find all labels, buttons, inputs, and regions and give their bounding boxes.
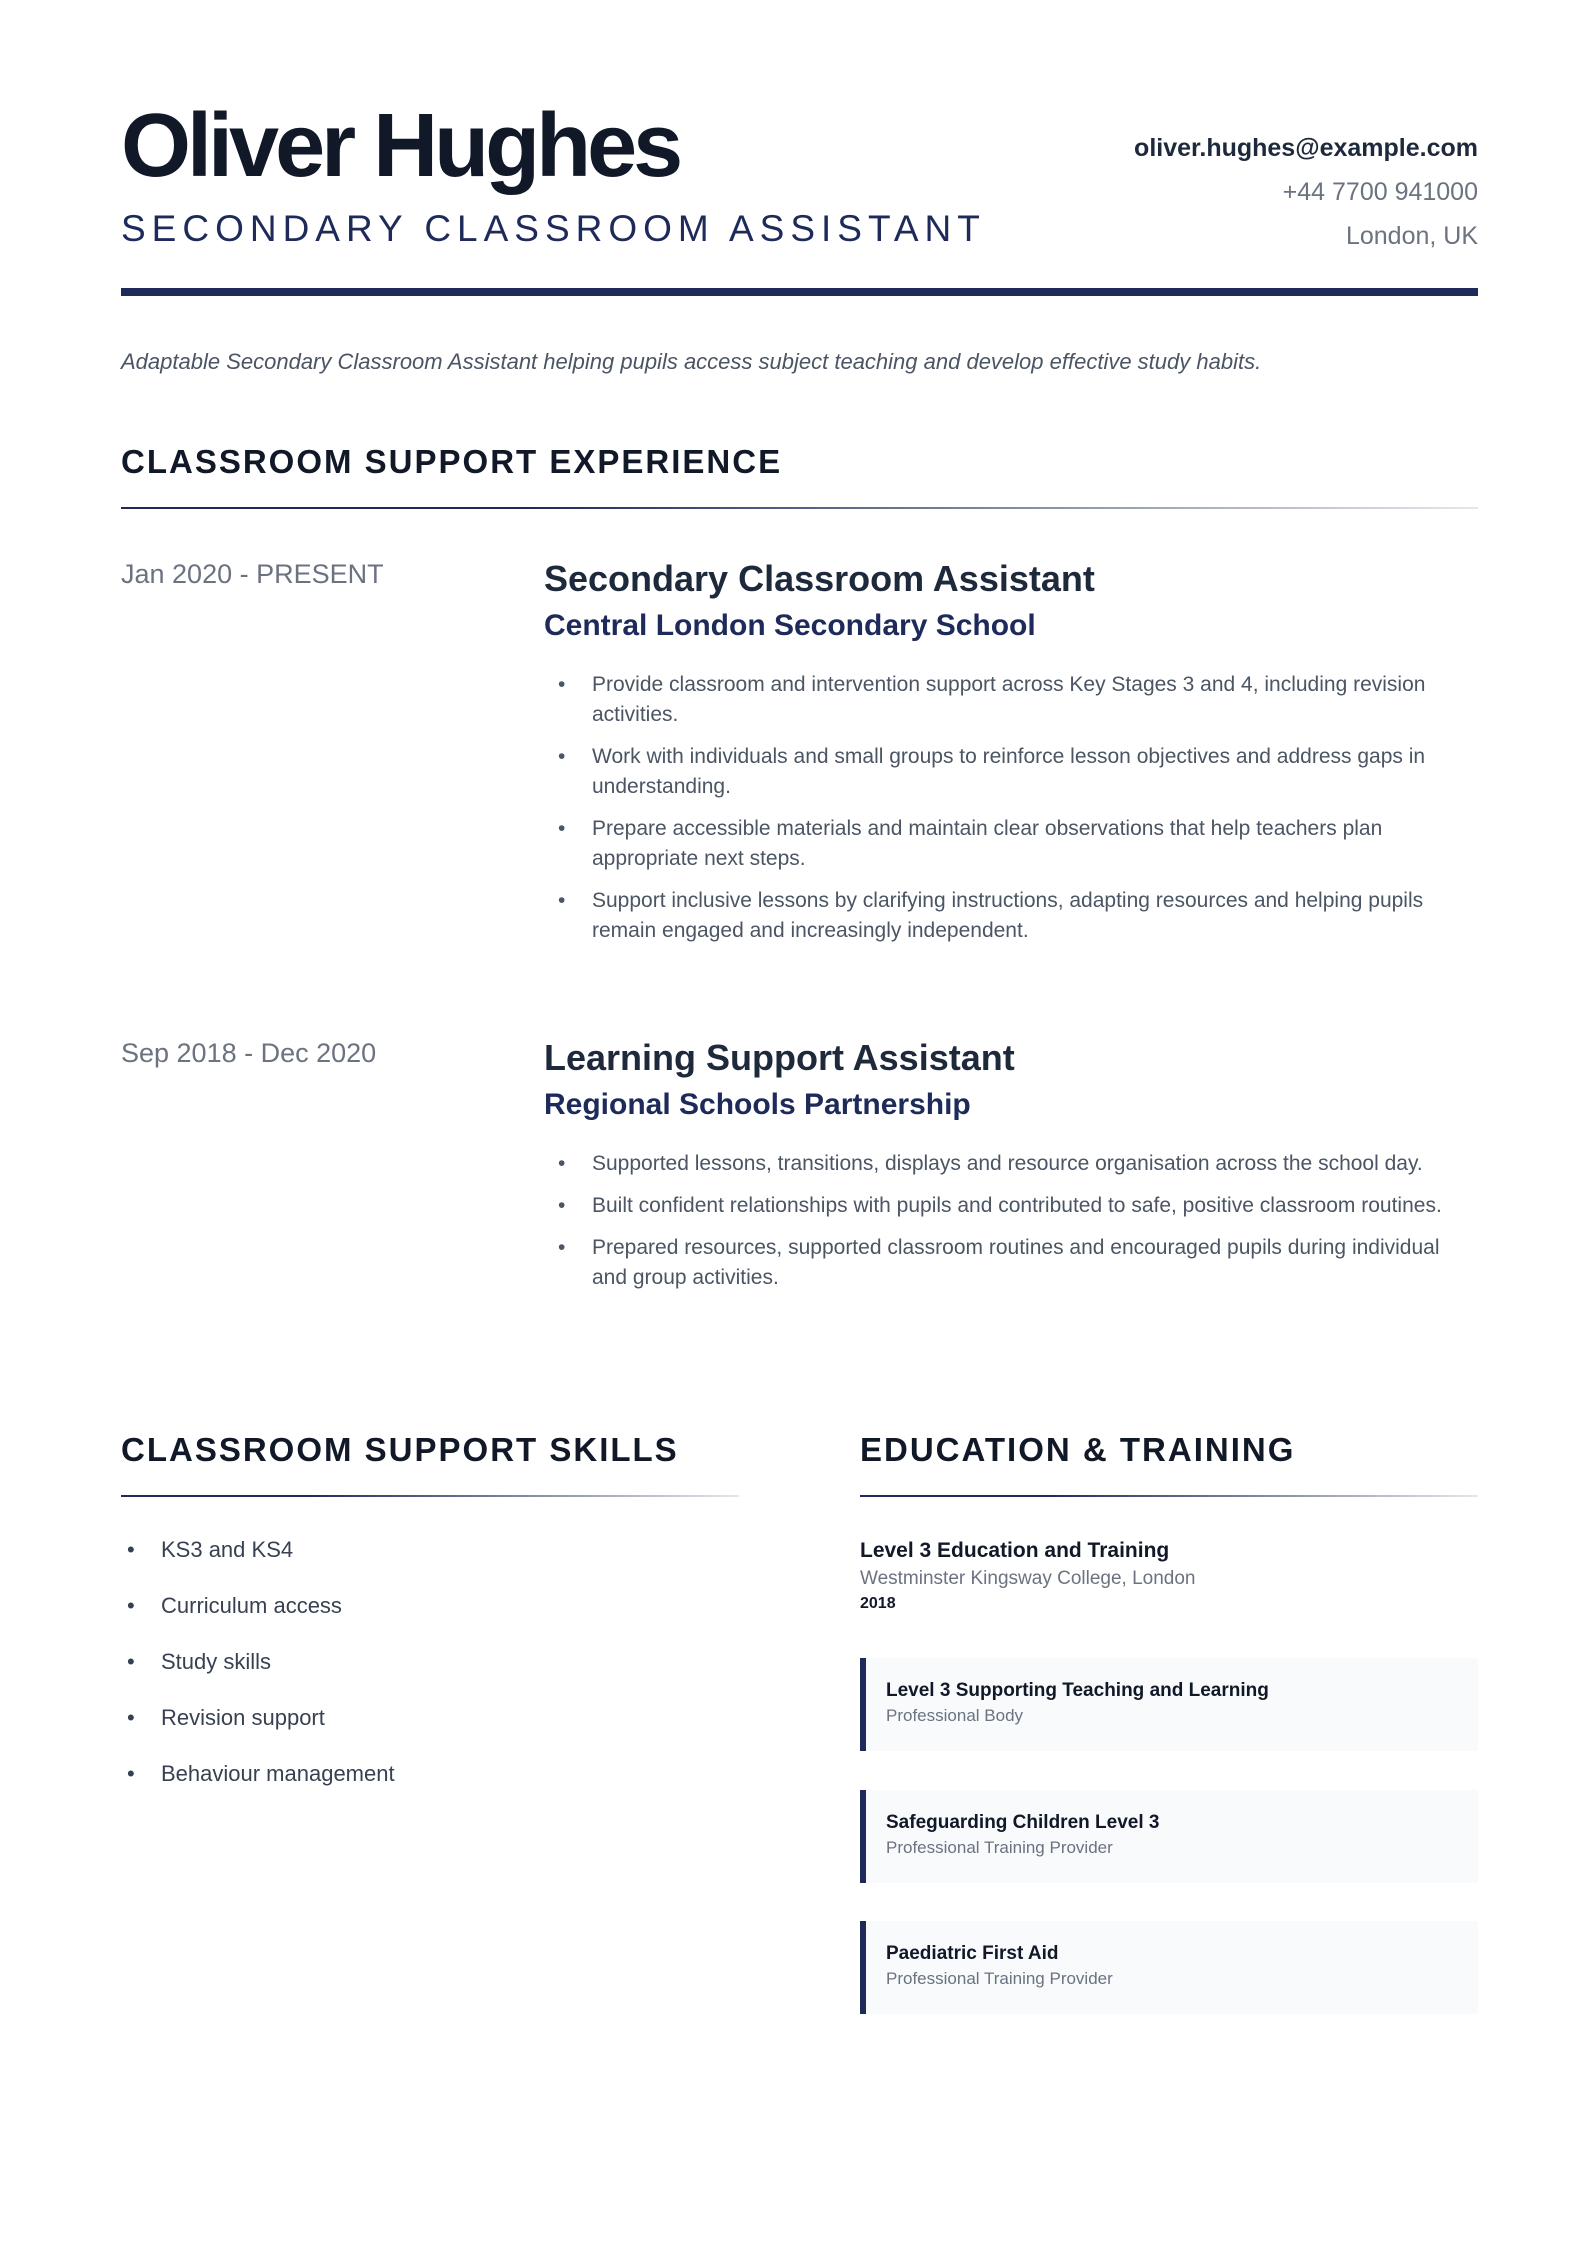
education-title: Level 3 Education and Training: [860, 1539, 1170, 1562]
certification-issuer: Professional Training Provider: [886, 1969, 1113, 1988]
certification-title: Level 3 Supporting Teaching and Learning: [886, 1680, 1269, 1701]
job-bullets: [544, 670, 1478, 946]
job-bullet: • Supported lessons, transitions, displays and resource organisation across the school day.: [544, 1149, 1478, 1179]
contact-phone: +44 7700 941000: [1282, 178, 1478, 206]
contact-email[interactable]: oliver.hughes@example.com: [1134, 134, 1478, 162]
certification-issuer: Professional Body: [886, 1706, 1024, 1725]
certification-title: Paediatric First Aid: [886, 1943, 1059, 1964]
job-organisation: Regional Schools Partnership: [544, 1088, 971, 1121]
experience-section-title: CLASSROOM SUPPORT EXPERIENCE: [121, 443, 783, 480]
education-section-divider: [860, 1495, 1478, 1497]
job-date: Jan 2020 - PRESENT: [121, 559, 384, 589]
certification-title: Safeguarding Children Level 3: [886, 1812, 1160, 1833]
job-organisation: Central London Secondary School: [544, 609, 1036, 642]
job-bullet: • Prepare accessible materials and maintain clear observations that help teachers plan appropriate next steps.: [544, 814, 1478, 874]
certification-card: [860, 1790, 1478, 1883]
certification-card: [860, 1658, 1478, 1751]
job-title: Secondary Classroom Assistant: [544, 558, 1095, 599]
certification-card: [860, 1921, 1478, 2014]
job-bullet: • Provide classroom and intervention support across Key Stages 3 and 4, including revision activities.: [544, 670, 1478, 730]
job-bullet: • Prepared resources, supported classroom routines and encouraged pupils during individual and group activities.: [544, 1233, 1478, 1293]
skill-item: • Revision support: [121, 1704, 395, 1732]
education-entry: [860, 1537, 1478, 1615]
skill-item: • Behaviour management: [121, 1760, 395, 1788]
skills-section-title: CLASSROOM SUPPORT SKILLS: [121, 1431, 679, 1468]
skill-item: • Curriculum access: [121, 1592, 395, 1620]
resume-page: [121, 0, 1478, 2246]
job-bullet: • Built confident relationships with pupils and contributed to safe, positive classroom routines.: [544, 1191, 1478, 1221]
certification-issuer: Professional Training Provider: [886, 1838, 1113, 1857]
skill-item: • KS3 and KS4: [121, 1536, 395, 1564]
resume-header: [121, 96, 1478, 296]
skills-list: [121, 1536, 395, 1816]
profile-summary: Adaptable Secondary Classroom Assistant helping pupils access subject teaching and develop effective study habits.: [121, 349, 1262, 374]
education-year: 2018: [860, 1595, 896, 1612]
contact-block: [1134, 126, 1478, 258]
candidate-name: Oliver Hughes: [121, 96, 680, 196]
job-body: [544, 1035, 1478, 1305]
candidate-role: SECONDARY CLASSROOM ASSISTANT: [121, 208, 986, 249]
job-bullet: • Work with individuals and small groups to reinforce lesson objectives and address gaps in understanding.: [544, 742, 1478, 802]
skill-item: • Study skills: [121, 1648, 395, 1676]
skills-section-divider: [121, 1495, 739, 1497]
job-date: Sep 2018 - Dec 2020: [121, 1038, 377, 1068]
experience-section-divider: [121, 507, 1478, 509]
job-body: [544, 556, 1478, 958]
education-section-title: EDUCATION & TRAINING: [860, 1431, 1296, 1468]
education-institution: Westminster Kingsway College, London: [860, 1568, 1196, 1589]
job-bullet: • Support inclusive lessons by clarifying instructions, adapting resources and helping pupils remain engaged and increasingly independent.: [544, 886, 1478, 946]
job-title: Learning Support Assistant: [544, 1037, 1015, 1078]
header-divider: [121, 288, 1478, 296]
job-bullets: [544, 1149, 1478, 1293]
contact-location: London, UK: [1345, 222, 1478, 250]
